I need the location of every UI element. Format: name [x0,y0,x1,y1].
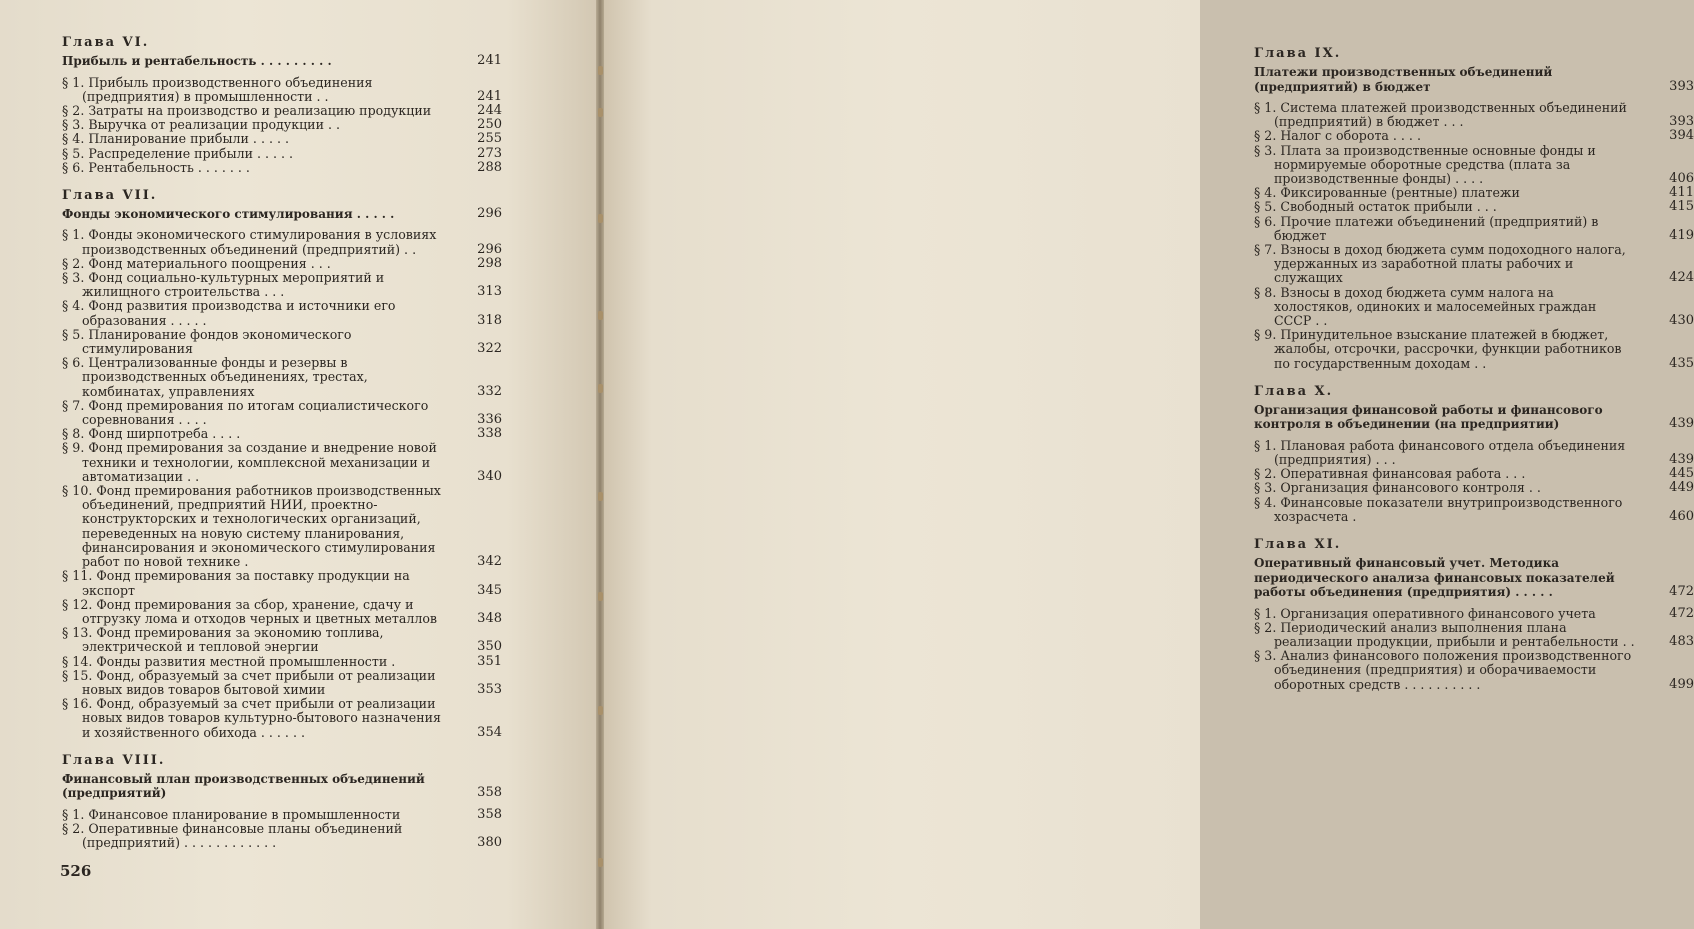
page-number: 526 [60,862,92,880]
page-ref: 445 [1669,466,1694,482]
toc-entry: § 4. Финансовые показатели внутрипроизводственного хозрасчета . 460 [1254,494,1694,524]
chapter-8 [62,754,502,851]
toc-entry: § 4. Планирование прибыли . . . . . 255 [62,131,502,147]
page-ref: 472 [1669,605,1694,621]
chapter-7 [62,189,502,740]
page-ref: 336 [477,412,502,428]
toc-entry: § 1. Организация оперативного финансового учета 472 [1254,605,1694,621]
chapter-label: Глава VIII. [62,752,166,768]
page-ref: 358 [477,785,502,801]
page-ref: 273 [477,145,502,161]
page-ref: 430 [1669,313,1694,329]
page-ref: 345 [477,582,502,598]
page-ref: 499 [1669,676,1694,692]
chapter-label: Глава XI. [1254,537,1342,553]
page-ref: 354 [477,724,502,740]
page-ref: 406 [1669,171,1694,187]
page-ref: 424 [1669,270,1694,286]
toc-entry: § 3. Анализ финансового положения производственного объединения (предприятия) и оборачиваемости оборотных средств . . . . . . . . . . 499 [1254,648,1694,692]
toc-entry: § 6. Прочие платежи объединений (предприятий) в бюджет 419 [1254,213,1694,243]
page-ref: 435 [1669,355,1694,371]
toc-entry: § 12. Фонд премирования за сбор, хранение, сдачу и отгрузку лома и отходов черных и цветных металлов 348 [62,596,502,626]
page-ref: 393 [1669,78,1694,94]
page-ref: 342 [477,554,502,570]
toc-entry: § 2. Периодический анализ выполнения плана реализации продукции, прибыли и рентабельности . . 483 [1254,619,1694,649]
toc-entry: § 10. Фонд премирования работников производственных объединений, предприятий НИИ, проектно-конструкторских и технологических организаций, переведенных на новую систему планирования, финансирования и экономического стимулирования работ по новой технике . 342 [62,483,502,570]
page-ref: 439 [1669,452,1694,468]
page-ref: 348 [477,610,502,626]
page-ref: 340 [477,468,502,484]
toc-entry: § 2. Налог с оборота . . . . 394 [1254,128,1694,144]
left-page [0,0,596,929]
chapter-title: Платежи производственных объединений (предприятий) в бюджет 393 [1254,65,1694,94]
page-ref: 380 [477,835,502,851]
page-ref: 419 [1669,227,1694,243]
toc-entry: § 2. Фонд материального поощрения . . . 298 [62,255,502,271]
page-ref: 411 [1669,185,1694,201]
toc-entry: § 14. Фонды развития местной промышленности . 351 [62,653,502,669]
page-ref: 350 [477,639,502,655]
chapter-title: Фонды экономического стимулирования . . . . . 296 [62,205,502,221]
page-ref: 322 [477,341,502,357]
page-ref: 318 [477,312,502,328]
toc-entry: § 3. Организация финансового контроля . . 449 [1254,480,1694,496]
toc-entry: § 4. Фонд развития производства и источники его образования . . . . . 318 [62,298,502,328]
toc-entry: § 3. Выручка от реализации продукции . . 250 [62,117,502,133]
toc-entry: § 3. Плата за производственные основные фонды и нормируемые оборотные средства (плата за производственные фонды) . . . . 406 [1254,142,1694,187]
left-toc-column [62,36,502,850]
page-ref: 244 [477,102,502,118]
page-ref: 298 [477,255,502,271]
page-ref: 296 [477,205,502,221]
page-ref: 338 [477,426,502,442]
page-ref: 296 [477,241,502,257]
toc-entry: § 2. Оперативная финансовая работа . . . 445 [1254,466,1694,482]
right-toc-column [1254,47,1694,692]
toc-entry: § 4. Фиксированные (рентные) платежи 411 [1254,185,1694,201]
right-page [604,0,1694,929]
page-ref: 472 [1669,584,1694,600]
page-ref: 313 [477,284,502,300]
toc-entry: § 9. Фонд премирования за создание и внедрение новой техники и технологии, комплексной механизации и автоматизации . . 340 [62,440,502,484]
toc-entry: § 6. Централизованные фонды и резервы в производственных объединениях, трестах, комбинатах, управлениях 332 [62,355,502,399]
chapter-label: Глава VII. [62,187,158,203]
book-gutter [596,0,604,929]
toc-entry: § 8. Взносы в доход бюджета сумм налога на холостяков, одиноких и малосемейных граждан СССР . . 430 [1254,284,1694,329]
page-ref: 288 [477,159,502,175]
page-ref: 483 [1669,633,1694,649]
chapter-title: Оперативный финансовый учет. Методика периодического анализа финансовых показателей работы объединения (предприятия) . . . . . 472 [1254,556,1694,600]
chapter-10 [1254,385,1694,524]
chapter-6 [62,36,502,175]
toc-entry: § 1. Прибыль производственного объединения (предприятия) в промышленности . . 241 [62,74,502,104]
page-ref: 241 [477,88,502,104]
toc-entry: § 8. Фонд ширпотреба . . . . 338 [62,426,502,442]
toc-entry: § 1. Плановая работа финансового отдела объединения (предприятия) . . . 439 [1254,437,1694,468]
page-ref: 332 [477,383,502,399]
toc-entry: § 13. Фонд премирования за экономию топлива, электрической и тепловой энергии 350 [62,625,502,655]
page-ref: 393 [1669,114,1694,130]
toc-entry: § 9. Принудительное взыскание платежей в бюджет, жалобы, отсрочки, рассрочки, функции работников по государственным доходам . . 435 [1254,327,1694,371]
page-ref: 241 [477,53,502,68]
toc-entry: § 16. Фонд, образуемый за счет прибыли от реализации новых видов товаров культурно-бытового назначения и хозяйственного обихода . . . . . . 354 [62,696,502,740]
page-ref: 351 [477,653,502,669]
toc-entry: § 1. Финансовое планирование в промышленности 358 [62,806,502,822]
toc-entry: § 15. Фонд, образуемый за счет прибыли от реализации новых видов товаров бытовой химии 353 [62,667,502,697]
page-ref: 255 [477,131,502,147]
toc-entry: § 5. Распределение прибыли . . . . . 273 [62,145,502,161]
chapter-9 [1254,47,1694,371]
page-ref: 394 [1669,128,1694,144]
chapter-label: Глава X. [1254,383,1334,399]
chapter-label: Глава IX. [1254,46,1342,61]
page-ref: 439 [1669,416,1694,432]
toc-entry: § 11. Фонд премирования за поставку продукции на экспорт 345 [62,568,502,598]
chapter-title: Прибыль и рентабельность . . . . . . . . . 241 [62,53,502,68]
toc-entry: § 7. Фонд премирования по итогам социалистического соревнования . . . . 336 [62,397,502,428]
toc-entry: § 1. Система платежей производственных объединений (предприятий) в бюджет . . . 393 [1254,100,1694,130]
page-ref: 250 [477,117,502,133]
toc-entry: § 1. Фонды экономического стимулирования в условиях производственных объединений (предприятий) . . 296 [62,227,502,257]
toc-entry: § 5. Планирование фондов экономического стимулирования 322 [62,326,502,357]
chapter-title: Организация финансовой работы и финансового контроля в объединении (на предприятии) 439 [1254,402,1694,432]
page-ref: 415 [1669,199,1694,215]
page-ref: 449 [1669,480,1694,496]
toc-entry: § 5. Свободный остаток прибыли . . . 415 [1254,199,1694,215]
toc-entry: § 6. Рентабельность . . . . . . . 288 [62,159,502,175]
chapter-label: Глава VI. [62,35,150,50]
page-ref: 358 [477,806,502,822]
toc-entry: § 2. Затраты на производство и реализацию продукции 244 [62,102,502,118]
toc-entry: § 7. Взносы в доход бюджета сумм подоходного налога, удержанных из заработной платы рабочих и служащих 424 [1254,242,1694,286]
chapter-title: Финансовый план производственных объединений (предприятий) 358 [62,771,502,801]
chapter-11 [1254,538,1694,692]
toc-entry: § 3. Фонд социально-культурных мероприятий и жилищного строительства . . . 313 [62,270,502,300]
page-ref: 353 [477,681,502,697]
toc-entry: § 2. Оперативные финансовые планы объединений (предприятий) . . . . . . . . . . . . 380 [62,820,502,851]
page-ref: 460 [1669,508,1694,524]
